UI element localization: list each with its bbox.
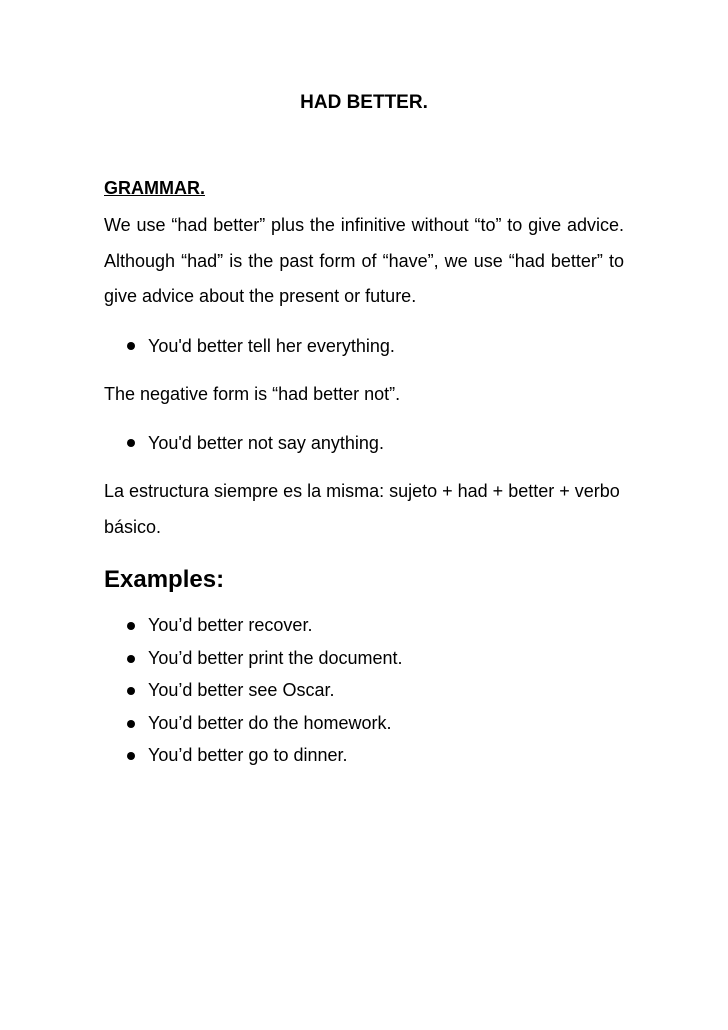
bullet-icon	[127, 687, 135, 695]
bullet-icon	[127, 622, 135, 630]
list-item	[104, 426, 624, 460]
bullet-icon	[127, 720, 135, 728]
list-item	[104, 329, 624, 363]
bullet-list-2	[104, 426, 624, 460]
list-item	[104, 707, 624, 740]
bullet-icon	[127, 655, 135, 663]
list-item-text: You’d better recover.	[148, 615, 313, 635]
grammar-heading: GRAMMAR.	[104, 178, 205, 198]
list-item-text: You’d better go to dinner.	[148, 745, 348, 765]
list-item	[104, 609, 624, 642]
document-content	[104, 88, 624, 772]
list-item-text: You’d better print the document.	[148, 647, 403, 668]
intro-paragraph: We use “had better” plus the infinitive without “to” to give advice. Although “had” is the past form of “have”, we use “had better” to give advice about the present or future.	[104, 215, 624, 306]
page-title: HAD BETTER.	[300, 92, 428, 113]
list-item-text: You'd better not say anything.	[148, 433, 384, 453]
list-item	[104, 642, 624, 675]
list-item-text: You’d better do the homework.	[148, 712, 392, 733]
spanish-paragraph: La estructura siempre es la misma: sujeto + had + better + verbo básico.	[104, 481, 620, 537]
list-item-text: You'd better tell her everything.	[148, 335, 395, 356]
bullet-icon	[127, 752, 135, 760]
bullet-icon	[127, 342, 135, 350]
list-item	[104, 674, 624, 707]
list-item-text: You’d better see Oscar.	[148, 680, 335, 700]
bullet-list-1	[104, 329, 624, 363]
examples-heading: Examples:	[104, 566, 225, 593]
examples-list	[104, 609, 624, 772]
list-item	[104, 739, 624, 772]
bullet-icon	[127, 439, 135, 447]
negative-paragraph: The negative form is “had better not”.	[104, 383, 401, 404]
